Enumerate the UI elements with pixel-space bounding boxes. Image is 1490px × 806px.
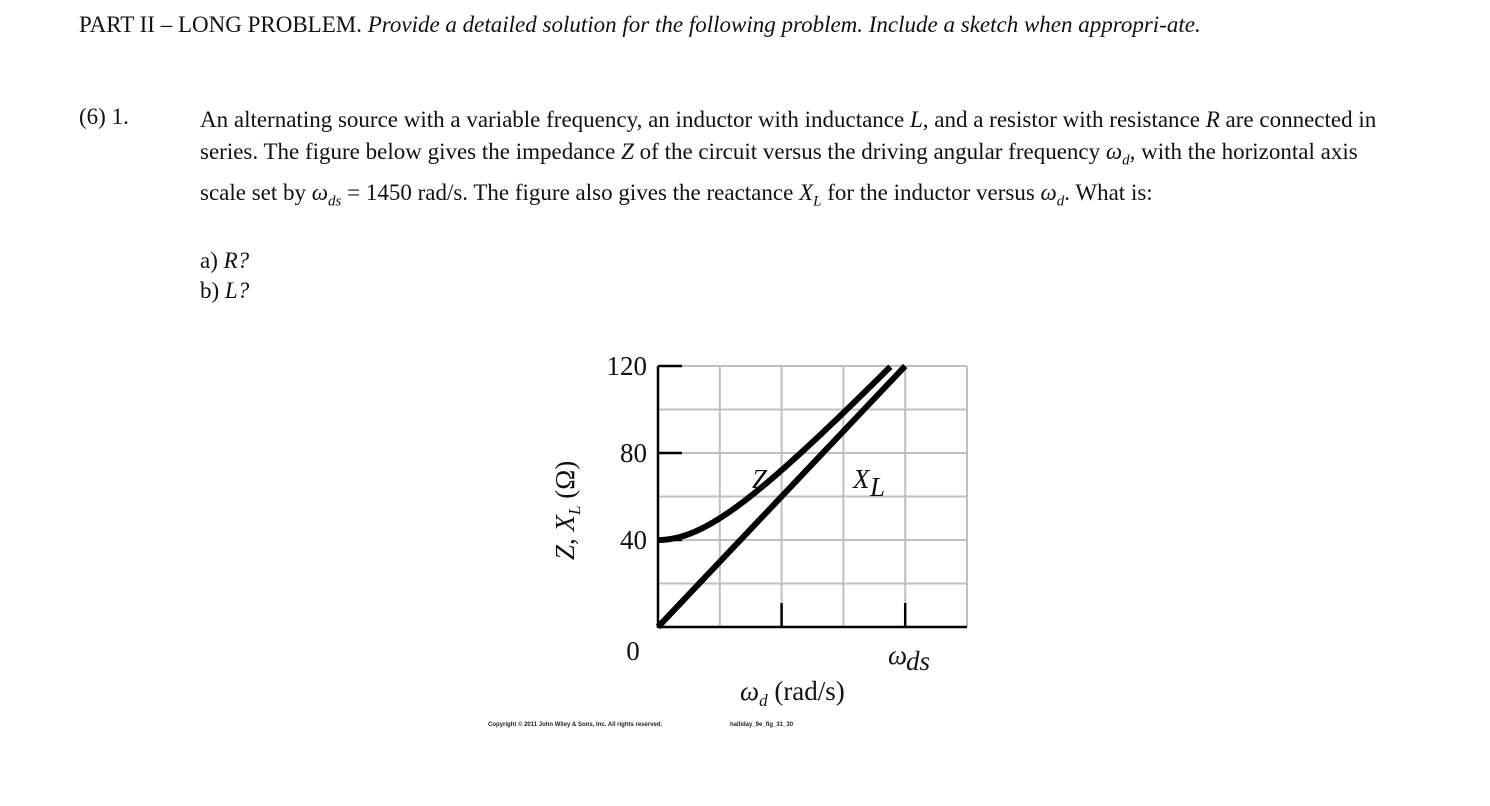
part-title: PART II – LONG PROBLEM. [79, 12, 362, 37]
x-unit-label-sub: ds [906, 646, 931, 676]
z-curve-label: Z [752, 464, 768, 494]
copyright-credit: Copyright © 2011 John Wiley & Sons, Inc. All rights reserved. [488, 722, 663, 728]
xl-curve-label-sub: L [870, 472, 886, 502]
part-instructions: Provide a detailed solution for the following problem. Include a sketch when appropri-ate. [367, 12, 1201, 37]
chart-grid [658, 366, 967, 627]
x-unit-label: ω [888, 640, 908, 670]
figure-id-credit: halliday_9e_fig_31_30 [730, 722, 794, 728]
x-axis-label: $\omega_d$ (rad/s) [740, 676, 845, 710]
question-a: a) R? [200, 248, 250, 273]
y-tick-label: 0 [626, 636, 640, 666]
y-tick-label: 40 [620, 525, 647, 555]
problem-number: (6) 1. [79, 104, 129, 129]
question-b: b) L? [200, 278, 250, 303]
problem-statement: An alternating source with a variable frequency, an inductor with inductance L, and a resistor with resistance R are connected in series. The figure below gives the impedance Z of the circuit versus the driving angular frequency $\omega_d$, with the horizontal axis scale set by $\omega_{ds} = 1450$ rad/s. The figure also gives the reactance $X_L$ for the inductor versus $\omega_d$. What is: [200, 107, 1377, 210]
xl-curve-label: X [853, 464, 870, 494]
y-tick-label: 120 [606, 351, 647, 381]
y-tick-label: 80 [620, 438, 647, 468]
y-axis-label: Z, $X_L$ (Ω) [550, 460, 584, 560]
